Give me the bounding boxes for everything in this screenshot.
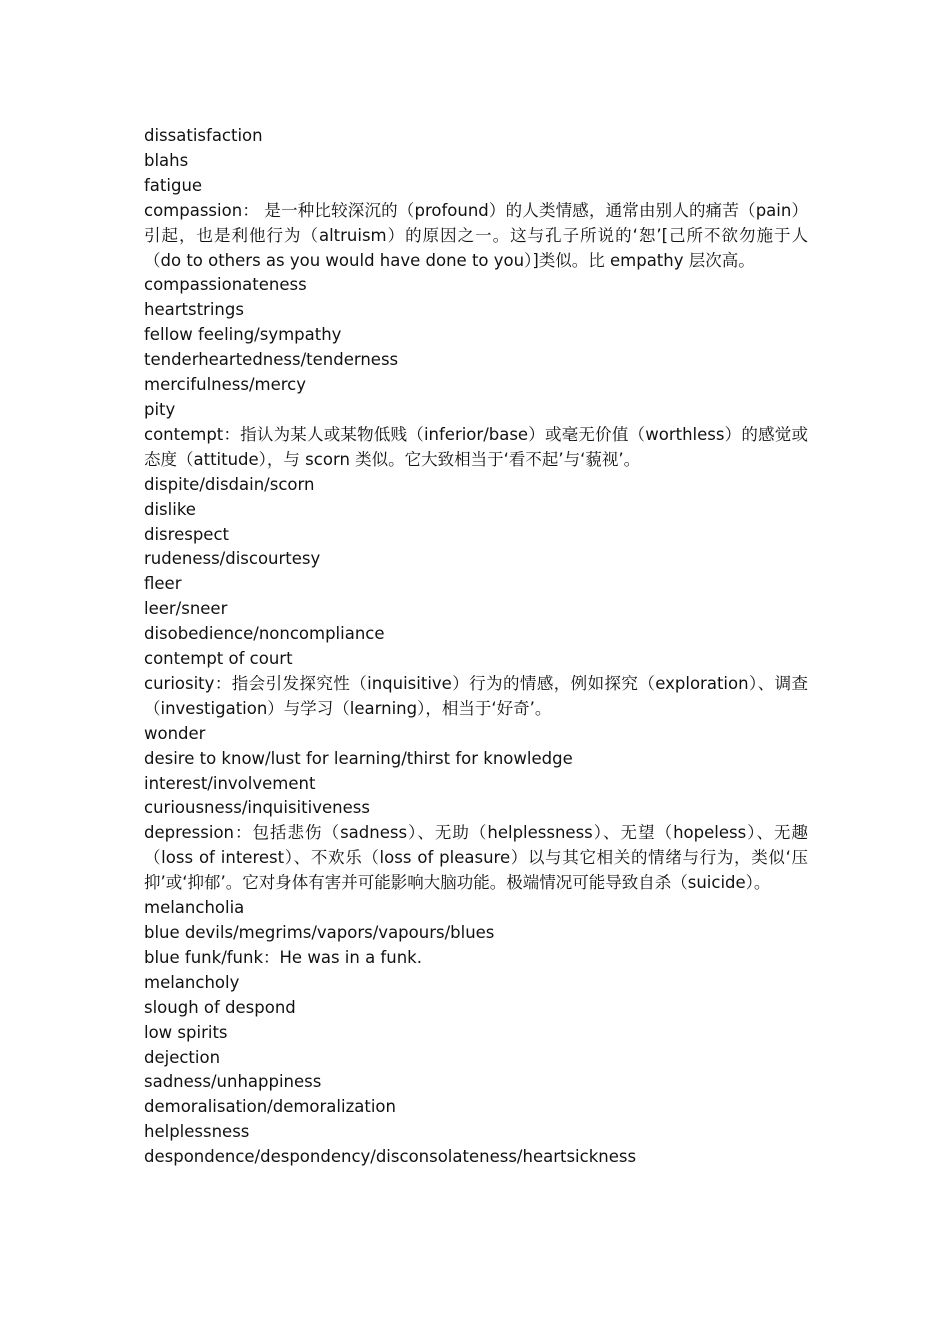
text-line: pity <box>144 399 176 419</box>
text-line: low spirits <box>144 1022 228 1042</box>
text-line: dislike <box>144 499 196 519</box>
text-line: mercifulness/mercy <box>144 375 306 395</box>
text-line: fleer <box>144 574 182 594</box>
text-line: desire to know/lust for learning/thirst for knowledge <box>144 748 573 768</box>
text-line: melancholia <box>144 898 245 918</box>
text-line: blahs <box>144 150 189 170</box>
text-line: heartstrings <box>144 300 244 320</box>
text-line: rudeness/discourtesy <box>144 549 321 569</box>
text-line: helplessness <box>144 1122 250 1142</box>
text-line: dispite/disdain/scorn <box>144 474 315 494</box>
definition-paragraph: contempt：指认为某人或某物低贱（inferior/base）或毫无价值（worthless）的感觉或态度（attitude），与 scorn 类似。它大致相当于‘看不起’与‘藐视’。 <box>144 424 808 469</box>
text-line: interest/involvement <box>144 773 316 793</box>
text-line: dejection <box>144 1047 221 1067</box>
text-line: compassionateness <box>144 275 307 295</box>
document-body <box>144 124 808 1170</box>
text-line: blue devils/megrims/vapors/vapours/blues <box>144 923 495 942</box>
text-line: demoralisation/demoralization <box>144 1097 396 1117</box>
text-line: blue funk/funk：He was in a funk. <box>144 947 422 967</box>
text-line: contempt of court <box>144 649 293 669</box>
definition-paragraph: compassion： 是一种比较深沉的（profound）的人类情感，通常由别人的痛苦（pain）引起，也是利他行为（altruism）的原因之一。这与孔子所说的‘恕’[己所不欲勿施于人（do to others as you would have done to you）]类似。比 empathy 层次高。 <box>144 200 808 270</box>
text-line: sadness/unhappiness <box>144 1072 322 1092</box>
definition-paragraph: curiosity：指会引发探究性（inquisitive）行为的情感，例如探究（exploration）、调查（investigation）与学习（learning），相当于‘好奇’。 <box>144 673 808 718</box>
text-line: leer/sneer <box>144 599 228 619</box>
text-line: melancholy <box>144 972 240 992</box>
definition-paragraph: depression：包括悲伤（sadness）、无助（helplessness）、无望（hopeless）、无趣（loss of interest）、不欢乐（loss of pleasure）以与其它相关的情绪与行为，类似‘压抑’或‘抑郁’。它对身体有害并可能影响大脑功能。极端情况可能导致自杀（suicide）。 <box>144 823 808 893</box>
text-line: despondence/despondency/disconsolateness/heartsickness <box>144 1147 637 1167</box>
text-line: dissatisfaction <box>144 126 263 145</box>
text-line: fatigue <box>144 175 203 195</box>
text-line: disrespect <box>144 524 229 544</box>
text-line: tenderheartedness/tenderness <box>144 350 399 370</box>
text-line: disobedience/noncompliance <box>144 624 385 644</box>
text-line: fellow feeling/sympathy <box>144 325 342 345</box>
text-line: curiousness/inquisitiveness <box>144 798 370 818</box>
text-line: wonder <box>144 723 206 743</box>
text-line: slough of despond <box>144 997 296 1017</box>
